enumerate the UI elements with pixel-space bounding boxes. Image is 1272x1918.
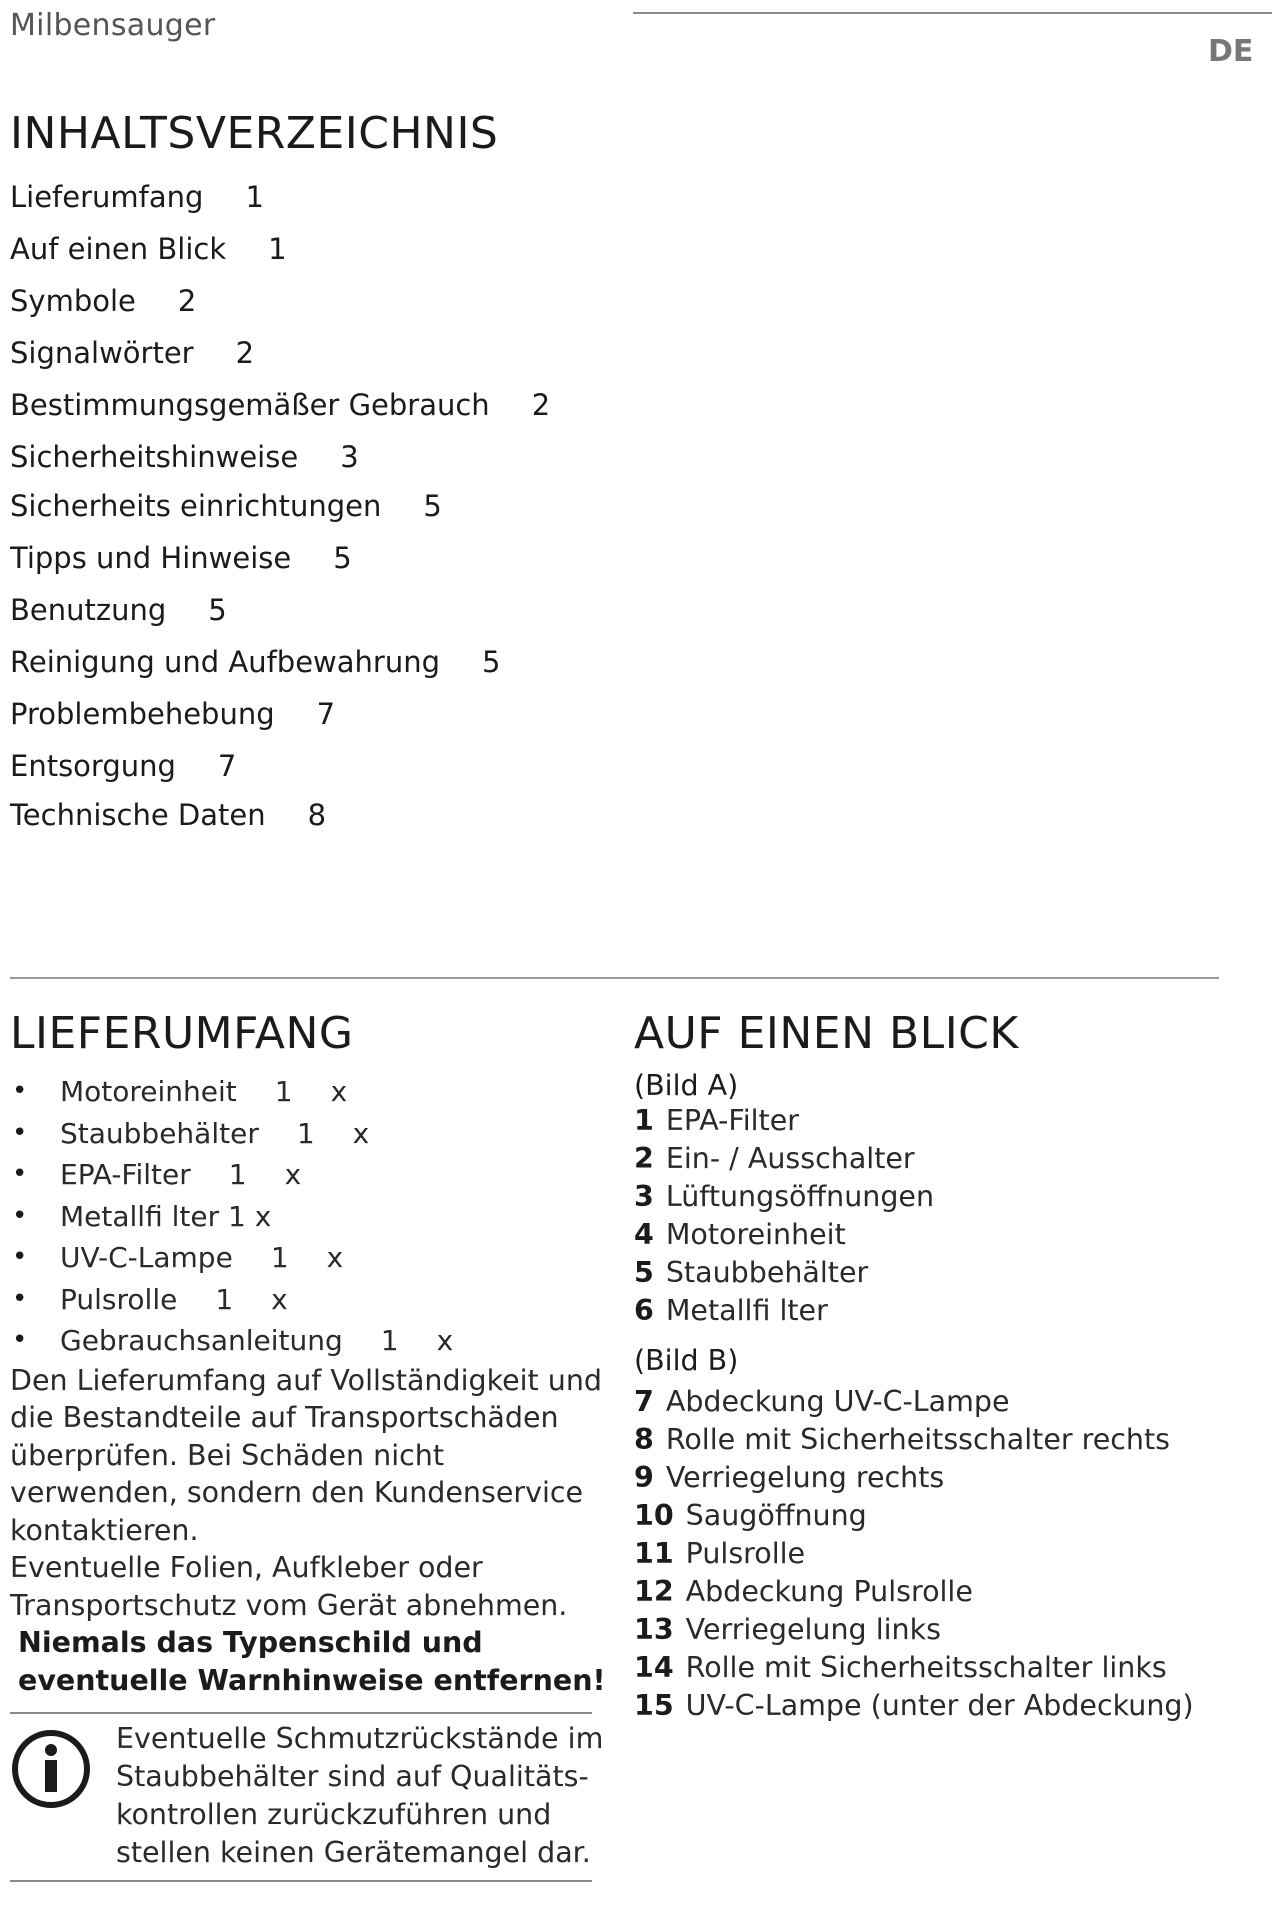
list-item [634, 1611, 1254, 1649]
item-name: UV-C-Lampe [60, 1241, 233, 1274]
list-item [10, 1196, 610, 1238]
item-label: Saugöffnung [685, 1499, 867, 1532]
item-number: 11 [634, 1537, 674, 1570]
item-number: 15 [634, 1689, 674, 1722]
item-number: 14 [634, 1651, 674, 1684]
list-item [634, 1649, 1254, 1687]
item-label: Lüftungsöffnungen [665, 1180, 935, 1213]
figure-a-label: (Bild A) [634, 1069, 739, 1102]
toc-entry [10, 697, 335, 731]
list-item [634, 1216, 1254, 1254]
list-item [634, 1254, 1254, 1292]
item-number: 6 [634, 1294, 654, 1327]
toc-heading: INHALTSVERZEICHNIS [10, 108, 499, 159]
item-label: Motoreinheit [665, 1218, 846, 1251]
toc-entry-page: 5 [423, 489, 442, 523]
language-tag: DE [1208, 34, 1254, 69]
toc-entry-page: 2 [531, 388, 551, 422]
overview-heading: AUF EINEN BLICK [634, 1008, 1019, 1059]
check-paragraph: Den Lieferumfang auf Vollständigkeit und die Bestandteile auf Transportschäden überprüfen. Bei Schäden nicht verwenden, sondern den Kundenservice kontaktieren. [10, 1363, 602, 1547]
toc-entry-label: Auf einen Blick [10, 232, 227, 266]
toc-entry [10, 798, 326, 832]
item-unit: x [284, 1158, 302, 1191]
item-qty: 1 [215, 1282, 234, 1316]
note-bottom-rule [10, 1880, 592, 1882]
item-label: Staubbehälter [665, 1256, 869, 1289]
item-number: 10 [634, 1499, 674, 1532]
item-number: 1 [634, 1104, 654, 1137]
item-number: 13 [634, 1613, 674, 1646]
item-name: Pulsrolle [60, 1282, 178, 1316]
toc-entry-page: 1 [245, 180, 264, 214]
item-number: 7 [634, 1385, 654, 1418]
toc-entry-page: 8 [307, 798, 327, 832]
toc-entry [10, 284, 196, 318]
toc-entry-page: 5 [208, 593, 227, 627]
item-label: Verriegelung links [685, 1613, 941, 1646]
list-item [634, 1573, 1254, 1611]
list-item [634, 1421, 1254, 1459]
list-item [634, 1292, 1254, 1330]
section-divider [10, 977, 1219, 979]
item-number: 4 [634, 1218, 654, 1251]
toc-entry [10, 489, 442, 523]
lieferumfang-section [10, 1008, 610, 1882]
item-qty: 1 [274, 1075, 293, 1108]
toc-entry [10, 232, 287, 266]
list-item [634, 1102, 1254, 1140]
toc-entry [10, 336, 254, 370]
list-item [634, 1178, 1254, 1216]
item-label: Abdeckung Pulsrolle [685, 1575, 973, 1608]
item-label: EPA-Filter [665, 1104, 799, 1137]
item-unit: x [326, 1241, 344, 1274]
list-item [634, 1383, 1254, 1421]
item-number: 3 [634, 1180, 654, 1213]
item-unit: x [330, 1075, 348, 1108]
toc-entry [10, 593, 227, 627]
figure-b-label: (Bild B) [634, 1344, 739, 1377]
item-number: 2 [634, 1142, 654, 1175]
item-label: Metallfi lter [665, 1294, 828, 1327]
item-qty: 1 [380, 1324, 399, 1357]
lieferumfang-heading: LIEFERUMFANG [10, 1008, 354, 1059]
note-top-rule [10, 1712, 592, 1714]
item-unit: x [436, 1324, 454, 1357]
info-note [10, 1720, 610, 1872]
item-label: Verriegelung rechts [665, 1461, 945, 1494]
item-name: Gebrauchsanleitung [60, 1324, 343, 1357]
item-unit: x [352, 1116, 370, 1150]
info-icon [10, 1728, 92, 1810]
list-item [634, 1535, 1254, 1573]
toc-entry-label: Reinigung und Aufbewahrung [10, 645, 441, 679]
toc-entry-label: Bestimmungsgemäßer Gebrauch [10, 388, 490, 422]
list-item [634, 1459, 1254, 1497]
toc-entry [10, 180, 264, 214]
item-name: Staubbehälter [60, 1116, 259, 1150]
item-name: Metallfi lter 1 x [60, 1199, 272, 1233]
item-number: 12 [634, 1575, 674, 1608]
toc-entry-label: Sicherheits einrichtungen [10, 489, 382, 523]
list-item [10, 1279, 610, 1321]
toc-entry [10, 645, 500, 679]
item-qty: 1 [228, 1158, 247, 1191]
toc-entry-label: Lieferumfang [10, 180, 204, 214]
list-item [10, 1071, 610, 1113]
item-label: UV-C-Lampe (unter der Abdeckung) [685, 1689, 1194, 1722]
toc-entry-page: 3 [340, 440, 359, 474]
item-number: 9 [634, 1461, 654, 1494]
note-text: Eventuelle Schmutzrückstände im Staubbehälter sind auf Qualitätskontrollen zurückzuführen und stellen keinen Gerätemangel dar. [116, 1722, 604, 1869]
list-item [634, 1687, 1254, 1725]
remove-paragraph: Eventuelle Folien, Aufkleber oder Transportschutz vom Gerät abnehmen. [10, 1551, 568, 1622]
toc-entry-label: Problembehebung [10, 697, 275, 731]
item-label: Rolle mit Sicherheitsschalter rechts [665, 1423, 1171, 1456]
toc-entry-label: Sicherheitshinweise [10, 440, 299, 474]
toc-entry-label: Signalwörter [10, 336, 194, 370]
toc-entry [10, 541, 352, 575]
toc-entry-page: 1 [268, 232, 287, 266]
toc-entry-page: 2 [177, 284, 197, 318]
list-item [10, 1237, 610, 1279]
item-name: Motoreinheit [60, 1075, 237, 1108]
list-item [10, 1320, 610, 1362]
list-item [10, 1113, 610, 1155]
item-number: 8 [634, 1423, 654, 1456]
toc-entry-page: 2 [235, 336, 255, 370]
document-title: Milbensauger [10, 8, 216, 43]
item-qty: 1 [296, 1116, 315, 1150]
toc-entry-label: Technische Daten [10, 798, 266, 832]
toc-entry-page: 7 [316, 697, 336, 731]
toc-entry-label: Entsorgung [10, 749, 176, 783]
toc-entry [10, 388, 550, 422]
item-number: 5 [634, 1256, 654, 1289]
toc-entry [10, 749, 236, 783]
overview-section [634, 1008, 1254, 1725]
item-unit: x [271, 1282, 288, 1316]
list-item [10, 1154, 610, 1196]
delivery-list [10, 1071, 610, 1362]
figure-b-list [634, 1383, 1254, 1725]
item-label: Rolle mit Sicherheitsschalter links [685, 1651, 1167, 1684]
item-name: EPA-Filter [60, 1158, 191, 1191]
toc-entry-label: Tipps und Hinweise [10, 541, 292, 575]
item-label: Ein- / Ausschalter [665, 1142, 915, 1175]
list-item [634, 1140, 1254, 1178]
figure-a-list [634, 1102, 1254, 1330]
item-label: Abdeckung UV-C-Lampe [665, 1385, 1010, 1418]
toc-entry-page: 5 [333, 541, 352, 575]
toc-entry-page: 7 [217, 749, 237, 783]
item-label: Pulsrolle [685, 1537, 806, 1570]
toc-entry-label: Symbole [10, 284, 136, 318]
toc-entry-label: Benutzung [10, 593, 167, 627]
warning-text: Niemals das Typenschild und eventuelle Warnhinweise entfernen! [18, 1626, 606, 1697]
item-qty: 1 [270, 1241, 289, 1274]
toc-entry-page: 5 [482, 645, 501, 679]
toc-entry [10, 440, 359, 474]
list-item [634, 1497, 1254, 1535]
header-divider [633, 12, 1272, 14]
